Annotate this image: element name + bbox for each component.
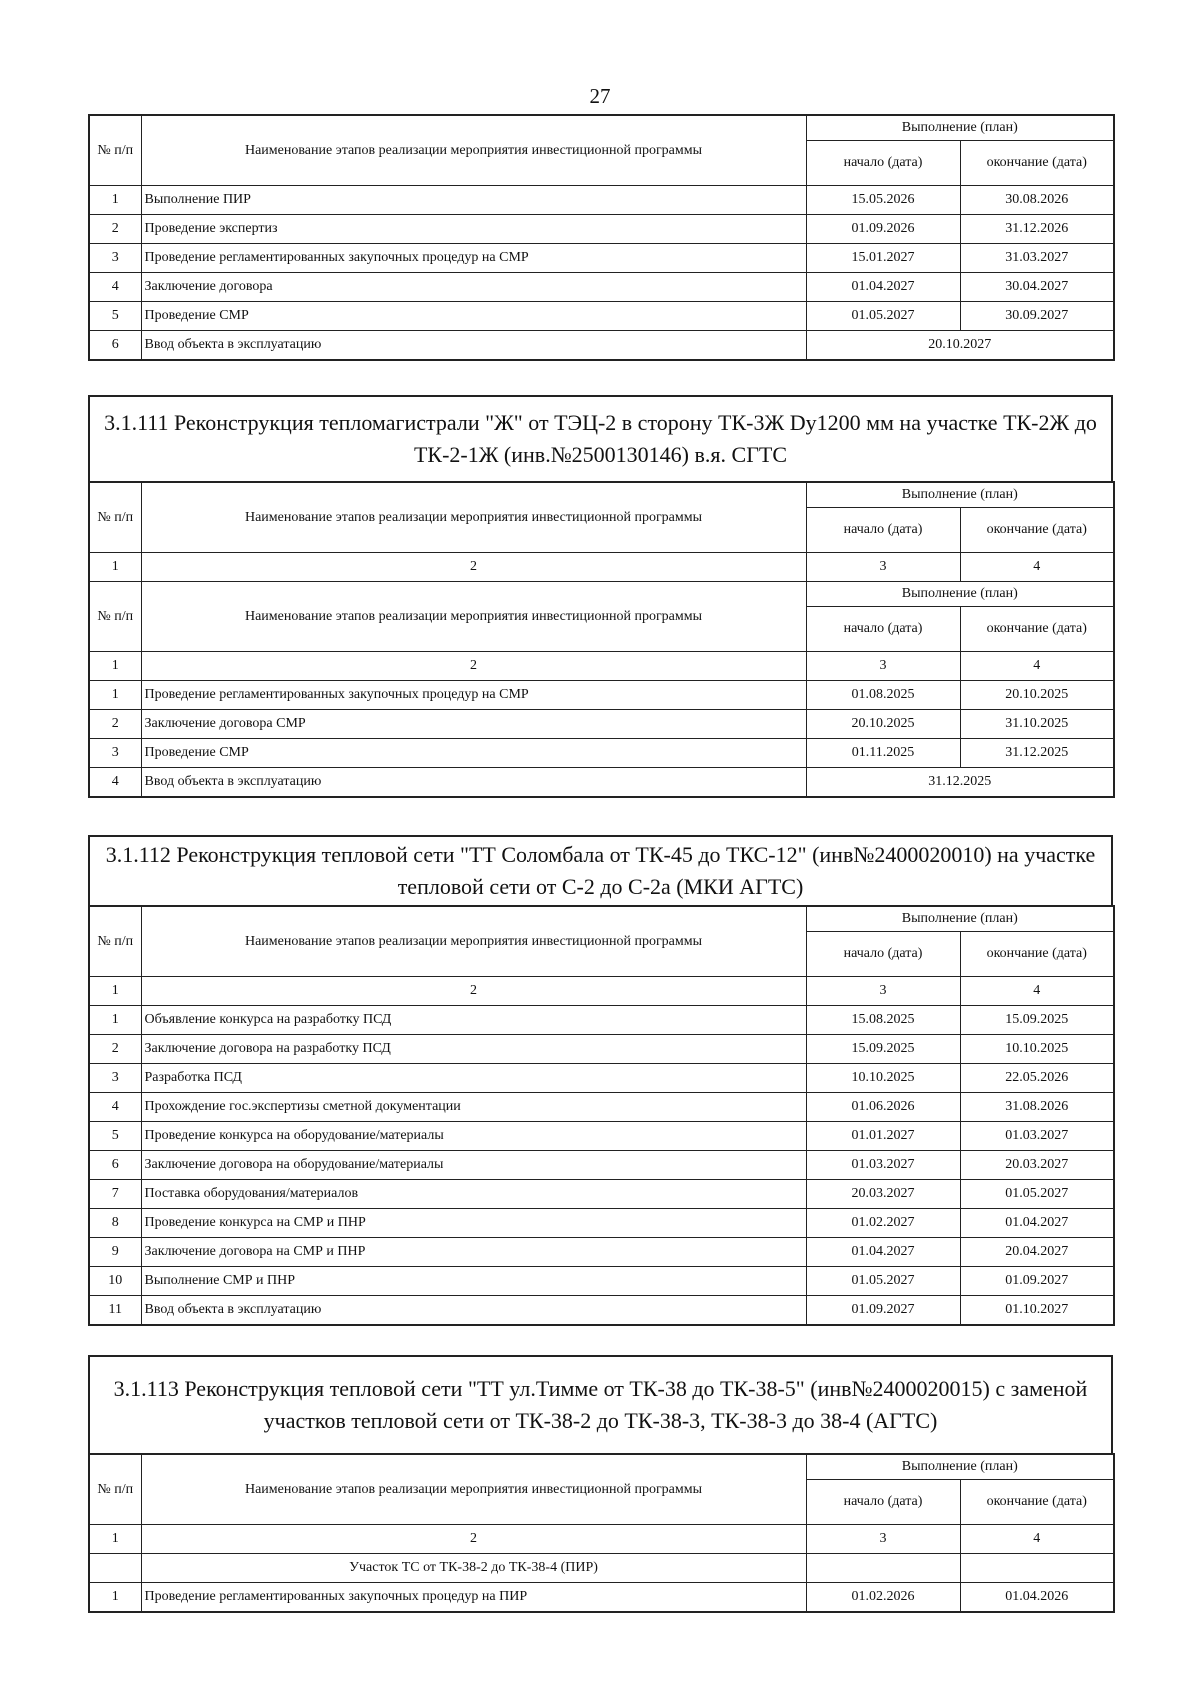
subsection-empty — [960, 1554, 1114, 1583]
column-number-row — [89, 1525, 1114, 1554]
row-num: 2 — [89, 1035, 141, 1064]
row-start: 15.08.2025 — [806, 1006, 960, 1035]
section-title: 3.1.112 Реконструкция тепловой сети "ТТ Соломбала от ТК-45 до ТКС-12" (инв№2400020010) на участке тепловой сети от С-2 до С-2а (МКИ АГТС) — [88, 835, 1113, 905]
row-name: Объявление конкурса на разработку ПСД — [141, 1006, 806, 1035]
row-name: Прохождение гос.экспертизы сметной документации — [141, 1093, 806, 1122]
table-row — [89, 681, 1114, 710]
row-num: 10 — [89, 1267, 141, 1296]
table-row — [89, 331, 1114, 361]
row-start: 01.03.2027 — [806, 1151, 960, 1180]
row-start: 01.02.2027 — [806, 1209, 960, 1238]
header-row — [89, 482, 1114, 508]
subsection-empty — [806, 1554, 960, 1583]
row-start: 15.01.2027 — [806, 244, 960, 273]
row-end: 30.08.2026 — [960, 186, 1114, 215]
table-row — [89, 1006, 1114, 1035]
col-number: 3 — [806, 652, 960, 681]
row-start: 01.05.2027 — [806, 1267, 960, 1296]
row-end: 20.03.2027 — [960, 1151, 1114, 1180]
row-start: 01.06.2026 — [806, 1093, 960, 1122]
row-name: Заключение договора на оборудование/материалы — [141, 1151, 806, 1180]
col-number: 2 — [141, 1525, 806, 1554]
row-start: 01.01.2027 — [806, 1122, 960, 1151]
stages-table-continued — [88, 114, 1113, 361]
col-number: 1 — [89, 553, 141, 582]
row-end: 01.04.2026 — [960, 1583, 1114, 1613]
row-start: 01.04.2027 — [806, 273, 960, 302]
row-end: 01.03.2027 — [960, 1122, 1114, 1151]
table-row — [89, 1267, 1114, 1296]
row-name: Заключение договора на СМР и ПНР — [141, 1238, 806, 1267]
end-header: окончание (дата) — [960, 932, 1114, 977]
row-end: 31.08.2026 — [960, 1093, 1114, 1122]
col-number: 4 — [960, 652, 1114, 681]
row-start: 01.04.2027 — [806, 1238, 960, 1267]
row-name: Проведение СМР — [141, 302, 806, 331]
row-start: 01.09.2027 — [806, 1296, 960, 1326]
table-row — [89, 1583, 1114, 1613]
row-end: 20.10.2025 — [960, 681, 1114, 710]
column-number-row — [89, 553, 1114, 582]
table-row — [89, 1209, 1114, 1238]
row-num: 9 — [89, 1238, 141, 1267]
table-row — [89, 1238, 1114, 1267]
row-end: 30.09.2027 — [960, 302, 1114, 331]
row-num: 1 — [89, 186, 141, 215]
table-row — [89, 1064, 1114, 1093]
name-header: Наименование этапов реализации мероприятия инвестиционной программы — [141, 906, 806, 977]
subsection-label: Участок ТС от ТК-38-2 до ТК-38-4 (ПИР) — [141, 1554, 806, 1583]
name-header: Наименование этапов реализации мероприятия инвестиционной программы — [141, 115, 806, 186]
row-name: Проведение регламентированных закупочных процедур на ПИР — [141, 1583, 806, 1613]
row-start: 01.09.2026 — [806, 215, 960, 244]
row-num: 1 — [89, 1006, 141, 1035]
row-start: 10.10.2025 — [806, 1064, 960, 1093]
row-num: 5 — [89, 1122, 141, 1151]
col-number: 2 — [141, 652, 806, 681]
row-num: 5 — [89, 302, 141, 331]
col-number: 3 — [806, 1525, 960, 1554]
row-name: Проведение регламентированных закупочных процедур на СМР — [141, 681, 806, 710]
row-name: Ввод объекта в эксплуатацию — [141, 331, 806, 361]
row-name: Проведение экспертиз — [141, 215, 806, 244]
row-num: 4 — [89, 768, 141, 798]
row-num: 2 — [89, 710, 141, 739]
subsection-empty — [89, 1554, 141, 1583]
row-end: 01.04.2027 — [960, 1209, 1114, 1238]
row-end: 01.05.2027 — [960, 1180, 1114, 1209]
row-num: 4 — [89, 273, 141, 302]
header-row — [89, 1454, 1114, 1480]
col-number: 4 — [960, 977, 1114, 1006]
row-end: 31.03.2027 — [960, 244, 1114, 273]
start-header: начало (дата) — [806, 508, 960, 553]
row-name: Выполнение СМР и ПНР — [141, 1267, 806, 1296]
section-3-1-113 — [88, 1355, 1113, 1613]
header-row — [89, 906, 1114, 932]
section-3-1-112 — [88, 835, 1113, 1326]
exec-header: Выполнение (план) — [806, 582, 1114, 607]
col-number: 4 — [960, 553, 1114, 582]
table-row — [89, 302, 1114, 331]
table-row — [89, 186, 1114, 215]
name-header: Наименование этапов реализации мероприятия инвестиционной программы — [141, 1454, 806, 1525]
row-start: 15.05.2026 — [806, 186, 960, 215]
num-header: № п/п — [89, 1454, 141, 1525]
row-num: 7 — [89, 1180, 141, 1209]
row-name: Проведение конкурса на СМР и ПНР — [141, 1209, 806, 1238]
row-num: 1 — [89, 1583, 141, 1613]
row-end: 22.05.2026 — [960, 1064, 1114, 1093]
row-name: Поставка оборудования/материалов — [141, 1180, 806, 1209]
row-end: 31.12.2025 — [960, 739, 1114, 768]
row-name: Ввод объекта в эксплуатацию — [141, 768, 806, 798]
table-row — [89, 1093, 1114, 1122]
num-header: № п/п — [89, 582, 141, 652]
end-header: окончание (дата) — [960, 508, 1114, 553]
table-row — [89, 710, 1114, 739]
row-num: 1 — [89, 681, 141, 710]
row-end: 30.04.2027 — [960, 273, 1114, 302]
row-num: 8 — [89, 1209, 141, 1238]
row-start: 01.08.2025 — [806, 681, 960, 710]
row-end: 31.12.2026 — [960, 215, 1114, 244]
row-end: 20.04.2027 — [960, 1238, 1114, 1267]
table-row — [89, 215, 1114, 244]
column-number-row — [89, 652, 1114, 681]
row-end: 31.10.2025 — [960, 710, 1114, 739]
row-name: Проведение СМР — [141, 739, 806, 768]
header-row — [89, 115, 1114, 141]
row-end: 01.10.2027 — [960, 1296, 1114, 1326]
end-header: окончание (дата) — [960, 141, 1114, 186]
row-start: 01.02.2026 — [806, 1583, 960, 1613]
table-row — [89, 273, 1114, 302]
row-end: 15.09.2025 — [960, 1006, 1114, 1035]
start-header: начало (дата) — [806, 932, 960, 977]
row-start: 20.03.2027 — [806, 1180, 960, 1209]
row-name: Разработка ПСД — [141, 1064, 806, 1093]
stages-table — [88, 1453, 1115, 1613]
table-row — [89, 768, 1114, 798]
col-number: 1 — [89, 1525, 141, 1554]
row-name: Ввод объекта в эксплуатацию — [141, 1296, 806, 1326]
row-start: 15.09.2025 — [806, 1035, 960, 1064]
row-num: 4 — [89, 1093, 141, 1122]
num-header: № п/п — [89, 115, 141, 186]
col-number: 3 — [806, 553, 960, 582]
col-number: 2 — [141, 977, 806, 1006]
row-num: 3 — [89, 244, 141, 273]
row-num: 3 — [89, 739, 141, 768]
row-name: Заключение договора — [141, 273, 806, 302]
row-num: 6 — [89, 1151, 141, 1180]
end-header: окончание (дата) — [960, 607, 1114, 652]
section-title: 3.1.113 Реконструкция тепловой сети "ТТ ул.Тимме от ТК-38 до ТК-38-5" (инв№2400020015) с заменой участков тепловой сети от ТК-38-2 до ТК-38-3, ТК-38-3 до 38-4 (АГТС) — [88, 1355, 1113, 1453]
table-row — [89, 1122, 1114, 1151]
row-end: 01.09.2027 — [960, 1267, 1114, 1296]
start-header: начало (дата) — [806, 141, 960, 186]
stages-table — [88, 114, 1115, 361]
name-header: Наименование этапов реализации мероприятия инвестиционной программы — [141, 582, 806, 652]
section-title: 3.1.111 Реконструкция тепломагистрали "Ж" от ТЭЦ-2 в сторону ТК-3Ж Dу1200 мм на участке ТК-2Ж до ТК-2-1Ж (инв.№2500130146) в.я. СГТС — [88, 395, 1113, 481]
row-start: 01.11.2025 — [806, 739, 960, 768]
subsection-row — [89, 1554, 1114, 1583]
num-header: № п/п — [89, 906, 141, 977]
col-number: 2 — [141, 553, 806, 582]
table-row — [89, 1296, 1114, 1326]
stages-table — [88, 481, 1115, 798]
row-date-merged: 31.12.2025 — [806, 768, 1114, 798]
stages-table — [88, 905, 1115, 1326]
name-header: Наименование этапов реализации мероприятия инвестиционной программы — [141, 482, 806, 553]
row-date-merged: 20.10.2027 — [806, 331, 1114, 361]
col-number: 1 — [89, 652, 141, 681]
row-name: Заключение договора на разработку ПСД — [141, 1035, 806, 1064]
col-number: 1 — [89, 977, 141, 1006]
exec-header: Выполнение (план) — [806, 115, 1114, 141]
row-num: 11 — [89, 1296, 141, 1326]
exec-header: Выполнение (план) — [806, 1454, 1114, 1480]
row-start: 01.05.2027 — [806, 302, 960, 331]
table-row — [89, 244, 1114, 273]
row-num: 2 — [89, 215, 141, 244]
table-row — [89, 1151, 1114, 1180]
header-row — [89, 582, 1114, 607]
section-3-1-111 — [88, 395, 1113, 798]
col-number: 3 — [806, 977, 960, 1006]
start-header: начало (дата) — [806, 607, 960, 652]
row-num: 3 — [89, 1064, 141, 1093]
row-start: 20.10.2025 — [806, 710, 960, 739]
row-num: 6 — [89, 331, 141, 361]
page-number: 27 — [589, 84, 611, 108]
table-row — [89, 1035, 1114, 1064]
exec-header: Выполнение (план) — [806, 482, 1114, 508]
exec-header: Выполнение (план) — [806, 906, 1114, 932]
row-name: Заключение договора СМР — [141, 710, 806, 739]
column-number-row — [89, 977, 1114, 1006]
row-name: Проведение конкурса на оборудование/материалы — [141, 1122, 806, 1151]
col-number: 4 — [960, 1525, 1114, 1554]
row-name: Проведение регламентированных закупочных процедур на СМР — [141, 244, 806, 273]
start-header: начало (дата) — [806, 1480, 960, 1525]
table-row — [89, 1180, 1114, 1209]
row-end: 10.10.2025 — [960, 1035, 1114, 1064]
table-row — [89, 739, 1114, 768]
num-header: № п/п — [89, 482, 141, 553]
row-name: Выполнение ПИР — [141, 186, 806, 215]
end-header: окончание (дата) — [960, 1480, 1114, 1525]
